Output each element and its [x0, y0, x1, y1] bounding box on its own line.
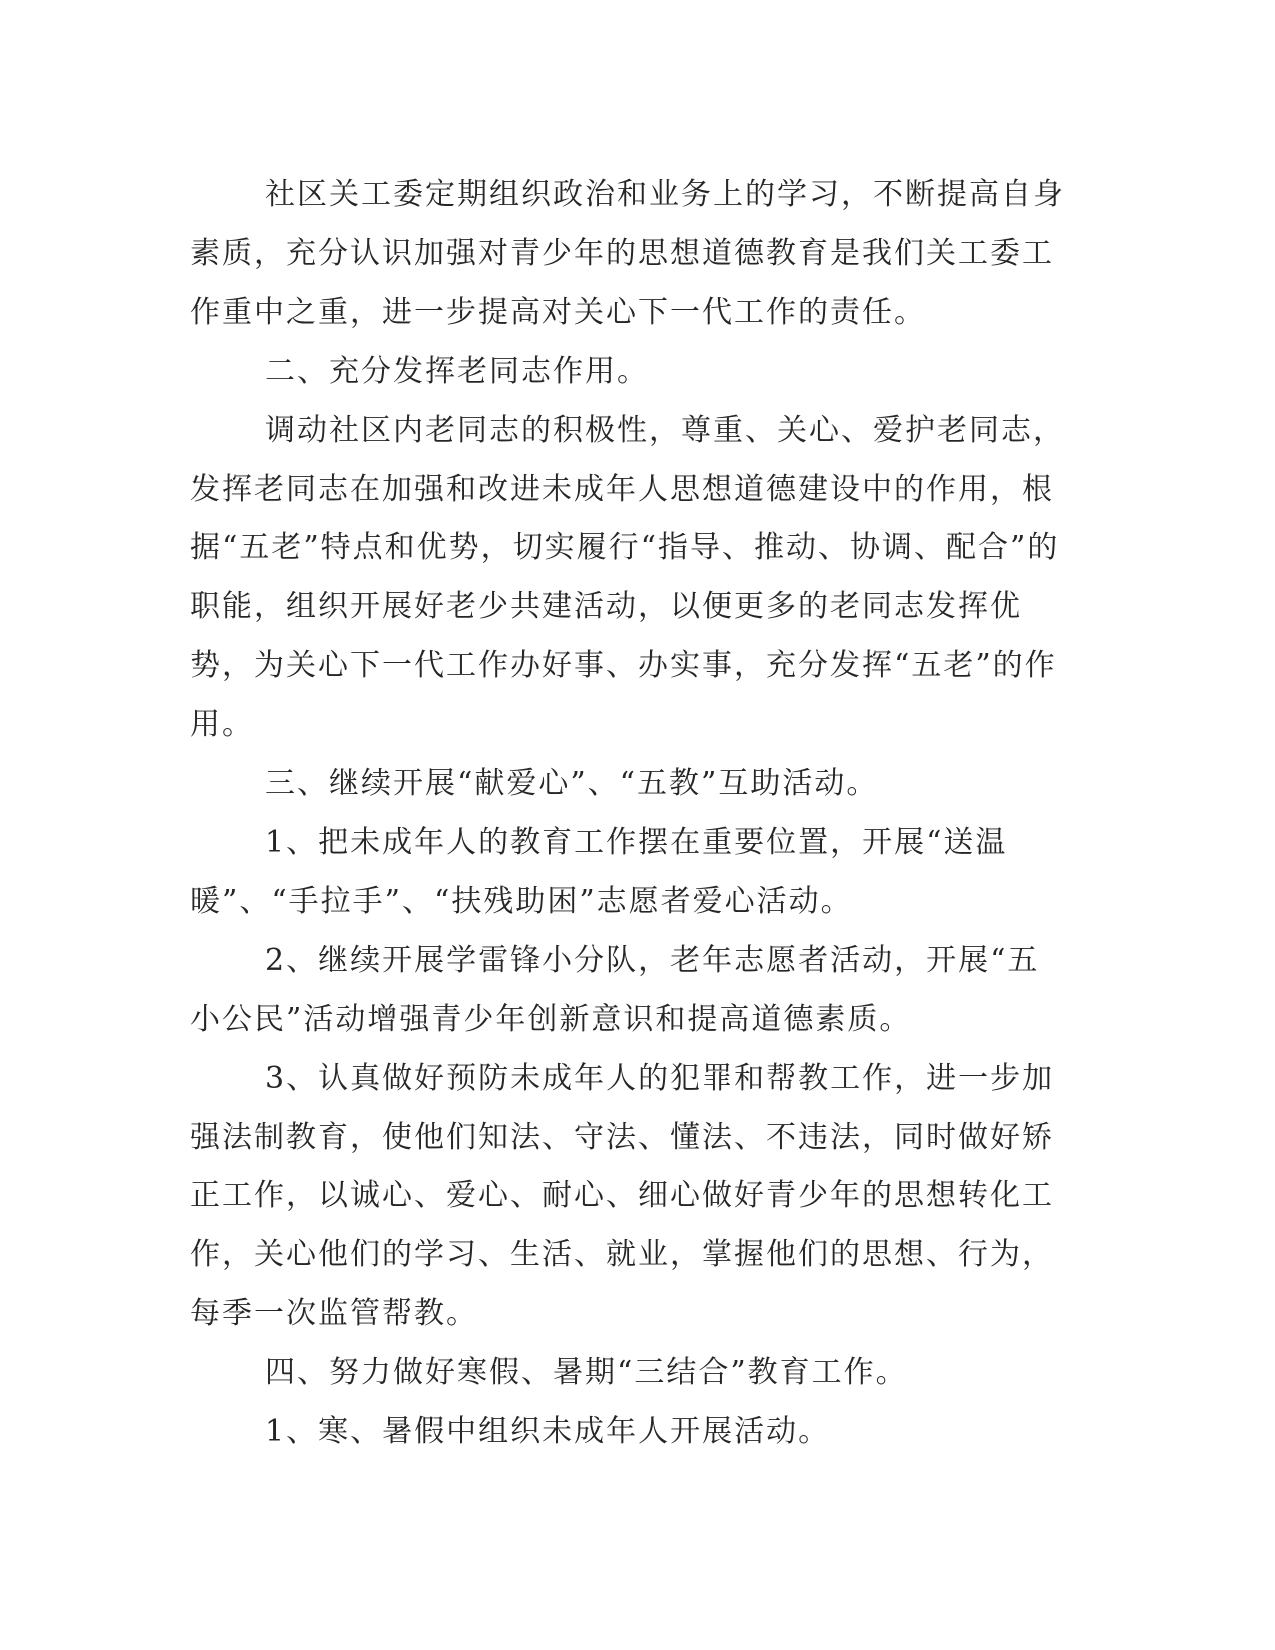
list-item-3-1: 1、把未成年人的教育工作摆在重要位置，开展“送温暖”、“手拉手”、“扶残助困”志愿者爱心活动。 — [190, 824, 1008, 919]
paragraph-veterans: 调动社区内老同志的积极性，尊重、关心、爱护老同志，发挥老同志在加强和改进未成年人思想道德建设中的作用，根据“五老”特点和优势，切实履行“指导、推动、协调、配合”的职能，组织开展好老少共建活动，以便更多的老同志发挥优势，为关心下一代工作办好事、办实事，充分发挥“五老”的作用。 — [190, 412, 1065, 743]
document-body — [190, 166, 1070, 1462]
list-item-4-1: 1、寒、暑假中组织未成年人开展活动。 — [265, 1414, 831, 1450]
heading-section-3: 三、继续开展“献爱心”、“五教”互助活动。 — [265, 766, 879, 802]
list-item-3-2: 2、继续开展学雷锋小分队，老年志愿者活动，开展“五小公民”活动增强青少年创新意识和提高道德素质。 — [190, 942, 1040, 1037]
heading-section-4: 四、努力做好寒假、暑期“三结合”教育工作。 — [265, 1355, 908, 1391]
heading-section-2: 二、充分发挥老同志作用。 — [265, 353, 649, 389]
list-item-3-3: 3、认真做好预防未成年人的犯罪和帮教工作，进一步加强法制教育，使他们知法、守法、懂法、不违法，同时做好矫正工作，以诚心、爱心、耐心、细心做好青少年的思想转化工作，关心他们的学习、生活、就业，掌握他们的思想、行为，每季一次监管帮教。 — [190, 1060, 1055, 1332]
paragraph-study: 社区关工委定期组织政治和业务上的学习，不断提高自身素质，充分认识加强对青少年的思想道德教育是我们关工委工作重中之重，进一步提高对关心下一代工作的责任。 — [190, 177, 1065, 330]
